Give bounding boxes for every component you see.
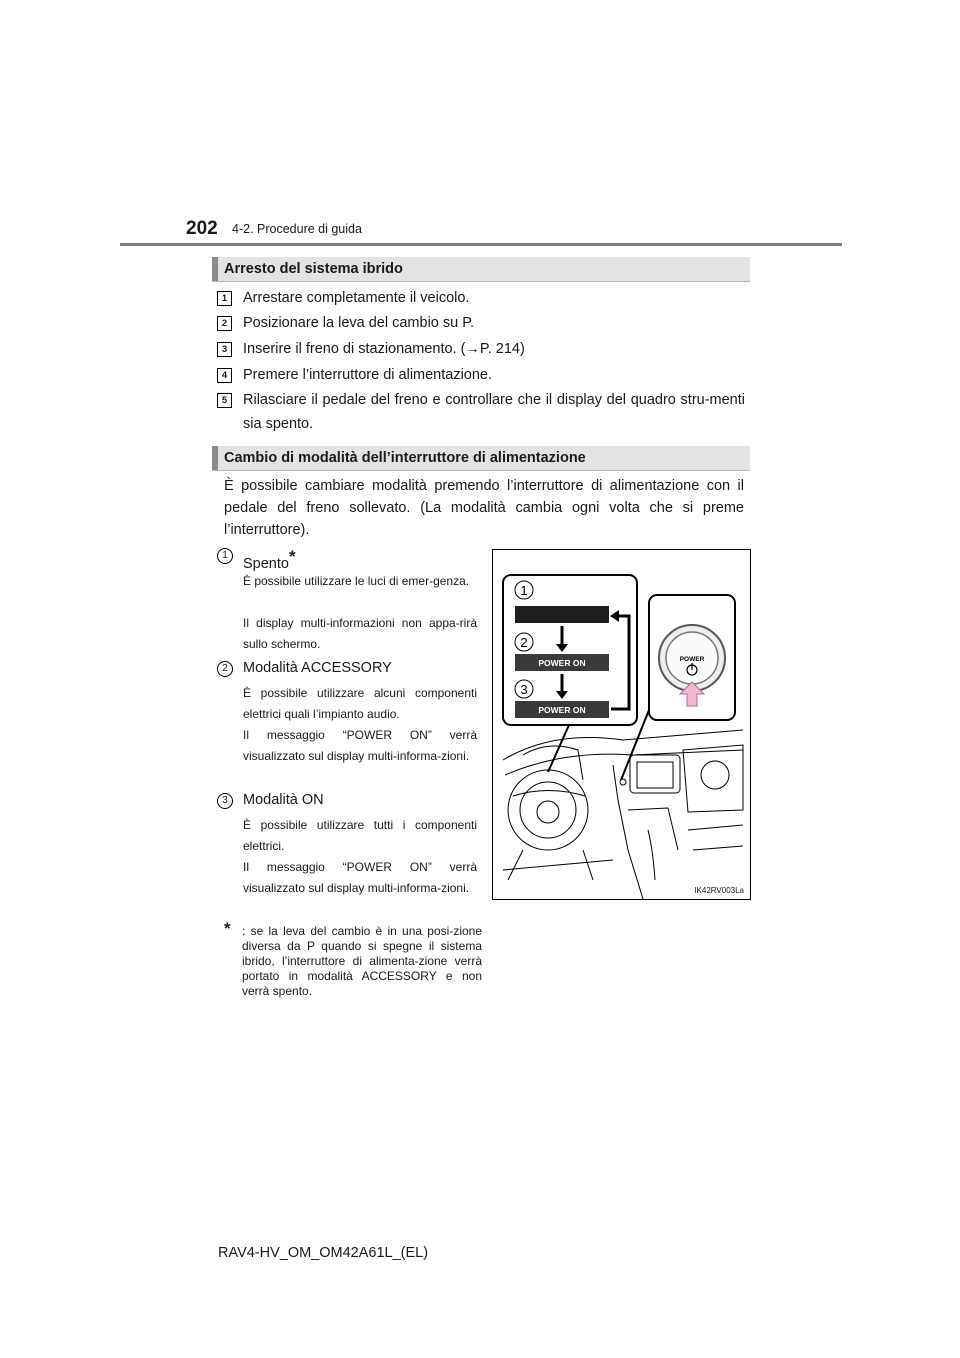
step-number-1: 1 <box>217 291 232 306</box>
page-number: 202 <box>186 218 218 239</box>
step-number-5: 5 <box>217 393 232 408</box>
heading-accent <box>212 257 218 281</box>
leader-line-display <box>548 725 569 772</box>
dashboard-lines <box>503 730 743 899</box>
step-text-2: Posizionare la leva del cambio su P. <box>243 315 475 331</box>
mode-desc-1a: È possibile utilizzare le luci di emer-genza. <box>243 574 470 588</box>
mode-desc-3a: È possibile utilizzare tutti i componenti elettrici. <box>243 818 477 853</box>
mode-desc-2a: È possibile utilizzare alcuni componenti elettrici quali l’impianto audio. <box>243 686 477 721</box>
document-code: RAV4-HV_OM_OM42A61L_(EL) <box>218 1245 429 1261</box>
step-text-1: Arrestare completamente il veicolo. <box>243 290 470 306</box>
power-button-text: POWER <box>679 656 705 663</box>
display-off <box>515 606 609 623</box>
step-text-4: Premere l’interruttore di alimentazione. <box>243 367 493 383</box>
label-1: 1 <box>520 583 528 598</box>
intro-paragraph: È possibile cambiare modalità premendo l’interruttore di alimentazione con il pedale del freno sollevato. (La modalità cambia ogni volta che si preme l’interruttore). <box>224 478 744 538</box>
mode-title-2: Modalità ACCESSORY <box>243 660 392 676</box>
mode-desc-3b: Il messaggio “POWER ON” verrà visualizzato sul display multi-informa-zioni. <box>243 860 477 895</box>
mode-title-text: Spento <box>243 556 289 572</box>
illustration-code: IK42RV003La <box>694 886 744 895</box>
display-text-2: POWER ON <box>538 658 586 668</box>
step-text-5: Rilasciare il pedale del freno e controllare che il display del quadro stru-menti sia spento. <box>243 392 745 432</box>
heading-title: Arresto del sistema ibrido <box>224 261 403 277</box>
header-rule <box>120 243 842 246</box>
mode-number-1: 1 <box>217 548 233 564</box>
power-switch-illustration <box>492 549 751 900</box>
footnote-marker: * <box>288 547 296 566</box>
step-text-3: Inserire il freno di stazionamento. (→P. 214) <box>243 341 525 357</box>
mode-title-1 <box>243 547 296 572</box>
display-text-3: POWER ON <box>538 705 586 715</box>
footnote-text: : se la leva del cambio è in una posi-zione diversa da P quando si spegne il sistema ibrido, l’interruttore di alimenta-zione verrà portato in modalità ACCESSORY e non verrà spento. <box>242 924 482 998</box>
mode-title-3: Modalità ON <box>243 792 324 808</box>
footnote-asterisk: * <box>224 919 231 938</box>
step-number-2: 2 <box>217 316 232 331</box>
mode-desc-1b: Il display multi-informazioni non appa-rirà sullo schermo. <box>243 616 477 651</box>
heading-power-mode-change <box>212 446 750 471</box>
label-2: 2 <box>520 635 528 650</box>
mode-number-3: 3 <box>217 793 233 809</box>
label-3: 3 <box>520 682 528 697</box>
heading-stop-hybrid-system <box>212 257 750 282</box>
heading-accent <box>212 446 218 470</box>
footnote <box>224 919 482 999</box>
mode-desc-2b: Il messaggio “POWER ON” verrà visualizzato sul display multi-informa-zioni. <box>243 728 477 763</box>
dashboard-drawing <box>493 550 750 899</box>
section-label: 4-2. Procedure di guida <box>232 222 362 236</box>
step-number-4: 4 <box>217 368 232 383</box>
heading-title: Cambio di modalità dell’interruttore di alimentazione <box>224 450 586 466</box>
mode-number-2: 2 <box>217 661 233 677</box>
step-number-3: 3 <box>217 342 232 357</box>
